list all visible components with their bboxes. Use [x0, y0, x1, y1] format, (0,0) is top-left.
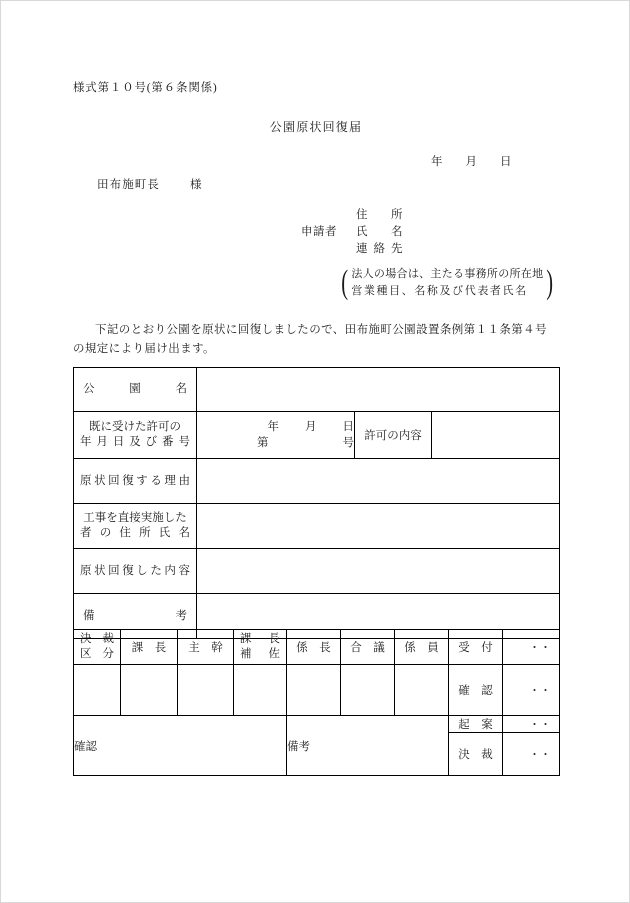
approval-header-category-line-1: 決 裁	[80, 633, 114, 645]
approval-sign-kakaricho[interactable]	[287, 665, 341, 716]
decision-date-cell[interactable]	[503, 733, 560, 776]
restored-content-label	[74, 549, 197, 594]
approval-header-kacho-hosa	[234, 630, 287, 665]
table-row	[74, 504, 560, 549]
contractor-value[interactable]	[197, 504, 560, 549]
reception-date-cell[interactable]	[503, 630, 560, 665]
body-paragraph	[73, 321, 561, 359]
addressee-name: 田布施町長	[97, 179, 160, 191]
form-number: 様式第１０号(第６条関係)	[73, 82, 218, 94]
contractor-label	[74, 504, 197, 549]
approval-sign-kakariin[interactable]	[395, 665, 449, 716]
decision-label: 決 裁	[449, 733, 503, 776]
park-name-value[interactable]	[197, 368, 560, 412]
addressee	[97, 176, 203, 192]
confirmation-date-cell[interactable]	[503, 665, 560, 716]
bottom-confirm-label: 確認	[74, 740, 97, 753]
confirmation-dot-1: ・	[529, 685, 540, 697]
approval-header-kacho-hosa-line-2: 補 佐	[240, 648, 280, 660]
park-name-label-text: 公 園 名	[83, 383, 187, 395]
permit-year-label: 年	[267, 421, 279, 433]
contractor-label-line-1: 工事を直接実施した	[83, 512, 187, 524]
approval-header-kacho-hosa-line-1: 課 長	[240, 633, 280, 645]
applicant-contact-row	[301, 241, 409, 258]
bottom-confirm-cell[interactable]	[74, 716, 287, 776]
applicant-address-label: 住 所	[356, 209, 409, 221]
approval-sign-category[interactable]	[74, 665, 121, 716]
reception-label: 受 付	[449, 630, 503, 665]
permit-date-label-line-1: 既に受けた許可の	[89, 421, 181, 433]
approval-header-category	[74, 630, 121, 665]
permit-content-label: 許可の内容	[355, 412, 432, 459]
addressee-honorific: 様	[190, 179, 203, 191]
restored-content-label-text: 原 状 回 復 し た 内 容	[80, 564, 190, 577]
decision-date-dots	[503, 746, 559, 762]
bottom-remarks-label: 備考	[287, 740, 310, 753]
approval-sign-shukan[interactable]	[178, 665, 234, 716]
applicant-address-row	[301, 207, 409, 224]
restored-content-value[interactable]	[197, 549, 560, 594]
reception-date-dots	[503, 639, 559, 655]
date-year-label: 年	[431, 156, 444, 168]
date-month-label: 月	[465, 156, 478, 168]
bottom-remarks-cell[interactable]	[287, 716, 449, 776]
applicant-block	[301, 207, 409, 258]
applicant-note-line-2: 営業種目、名称及び代表者氏名	[351, 285, 528, 297]
applicant-tag: 申請者	[301, 226, 337, 238]
table-row	[74, 459, 560, 504]
permit-number-row	[197, 435, 354, 451]
table-row	[74, 665, 560, 716]
drafting-dot-2: ・	[540, 719, 551, 731]
restore-reason-label-text: 原 状 回 復 す る 理 由	[80, 474, 190, 487]
reception-dot-1: ・	[529, 642, 540, 654]
table-row	[74, 368, 560, 412]
permit-date-label-line-2: 年 月 日 及 び 番 号	[80, 436, 190, 448]
drafting-date-cell[interactable]	[503, 716, 560, 733]
permit-day-label: 日	[342, 421, 354, 433]
body-line-1: 下記のとおり公園を原状に回復しましたので、田布施町公園設置条例第１１条第４号	[95, 324, 547, 336]
contractor-label-line-2: 者 の 住 所 氏 名	[80, 527, 190, 539]
restore-reason-value[interactable]	[197, 459, 560, 504]
permit-number-suffix: 号	[342, 437, 354, 449]
approval-header-kakariin: 係 員	[395, 630, 449, 665]
approval-sign-gougi[interactable]	[341, 665, 395, 716]
approval-header-category-line-2: 区 分	[80, 648, 114, 660]
approval-sign-kacho-hosa[interactable]	[234, 665, 287, 716]
applicant-note-lines	[350, 265, 544, 301]
drafting-label: 起 案	[449, 716, 503, 733]
table-row	[74, 716, 560, 733]
applicant-contact-label: 連絡先	[356, 243, 409, 255]
reception-dot-2: ・	[540, 642, 551, 654]
permit-date-row	[197, 419, 354, 435]
bracket-left: (	[341, 264, 349, 301]
approval-sign-kacho[interactable]	[121, 665, 178, 716]
permit-content-value[interactable]	[432, 412, 560, 459]
confirmation-dot-2: ・	[540, 685, 551, 697]
applicant-note-line-1: 法人の場合は、主たる事務所の所在地	[351, 268, 544, 280]
drafting-date-dots	[503, 716, 559, 732]
decision-dot-1: ・	[529, 749, 540, 761]
park-name-label	[74, 368, 197, 412]
approval-header-kacho: 課 長	[121, 630, 178, 665]
approval-header-gougi: 合 議	[341, 630, 395, 665]
date-line	[431, 153, 513, 169]
permit-date-label	[74, 412, 197, 459]
main-form-table	[73, 367, 560, 639]
approval-header-kakaricho: 係 長	[287, 630, 341, 665]
applicant-note	[339, 265, 556, 301]
date-day-label: 日	[500, 156, 513, 168]
confirmation-date-dots	[503, 682, 559, 698]
approval-header-shukan: 主 幹	[178, 630, 234, 665]
table-row	[74, 549, 560, 594]
remarks-label-text: 備 考	[83, 609, 187, 622]
permit-date-value[interactable]	[197, 412, 355, 459]
bracket-right: )	[546, 264, 554, 301]
applicant-name-label: 氏 名	[356, 226, 409, 238]
table-row	[74, 412, 560, 459]
permit-month-label: 月	[305, 421, 317, 433]
table-row	[74, 630, 560, 665]
restore-reason-label	[74, 459, 197, 504]
body-line-2: の規定により届け出ます。	[73, 343, 215, 355]
drafting-dot-1: ・	[529, 719, 540, 731]
decision-dot-2: ・	[540, 749, 551, 761]
confirmation-label: 確 認	[449, 665, 503, 716]
approval-table	[73, 629, 560, 776]
document-title: 公園原状回復届	[269, 120, 363, 134]
applicant-name-row	[301, 224, 409, 241]
permit-number-prefix: 第	[257, 437, 269, 449]
